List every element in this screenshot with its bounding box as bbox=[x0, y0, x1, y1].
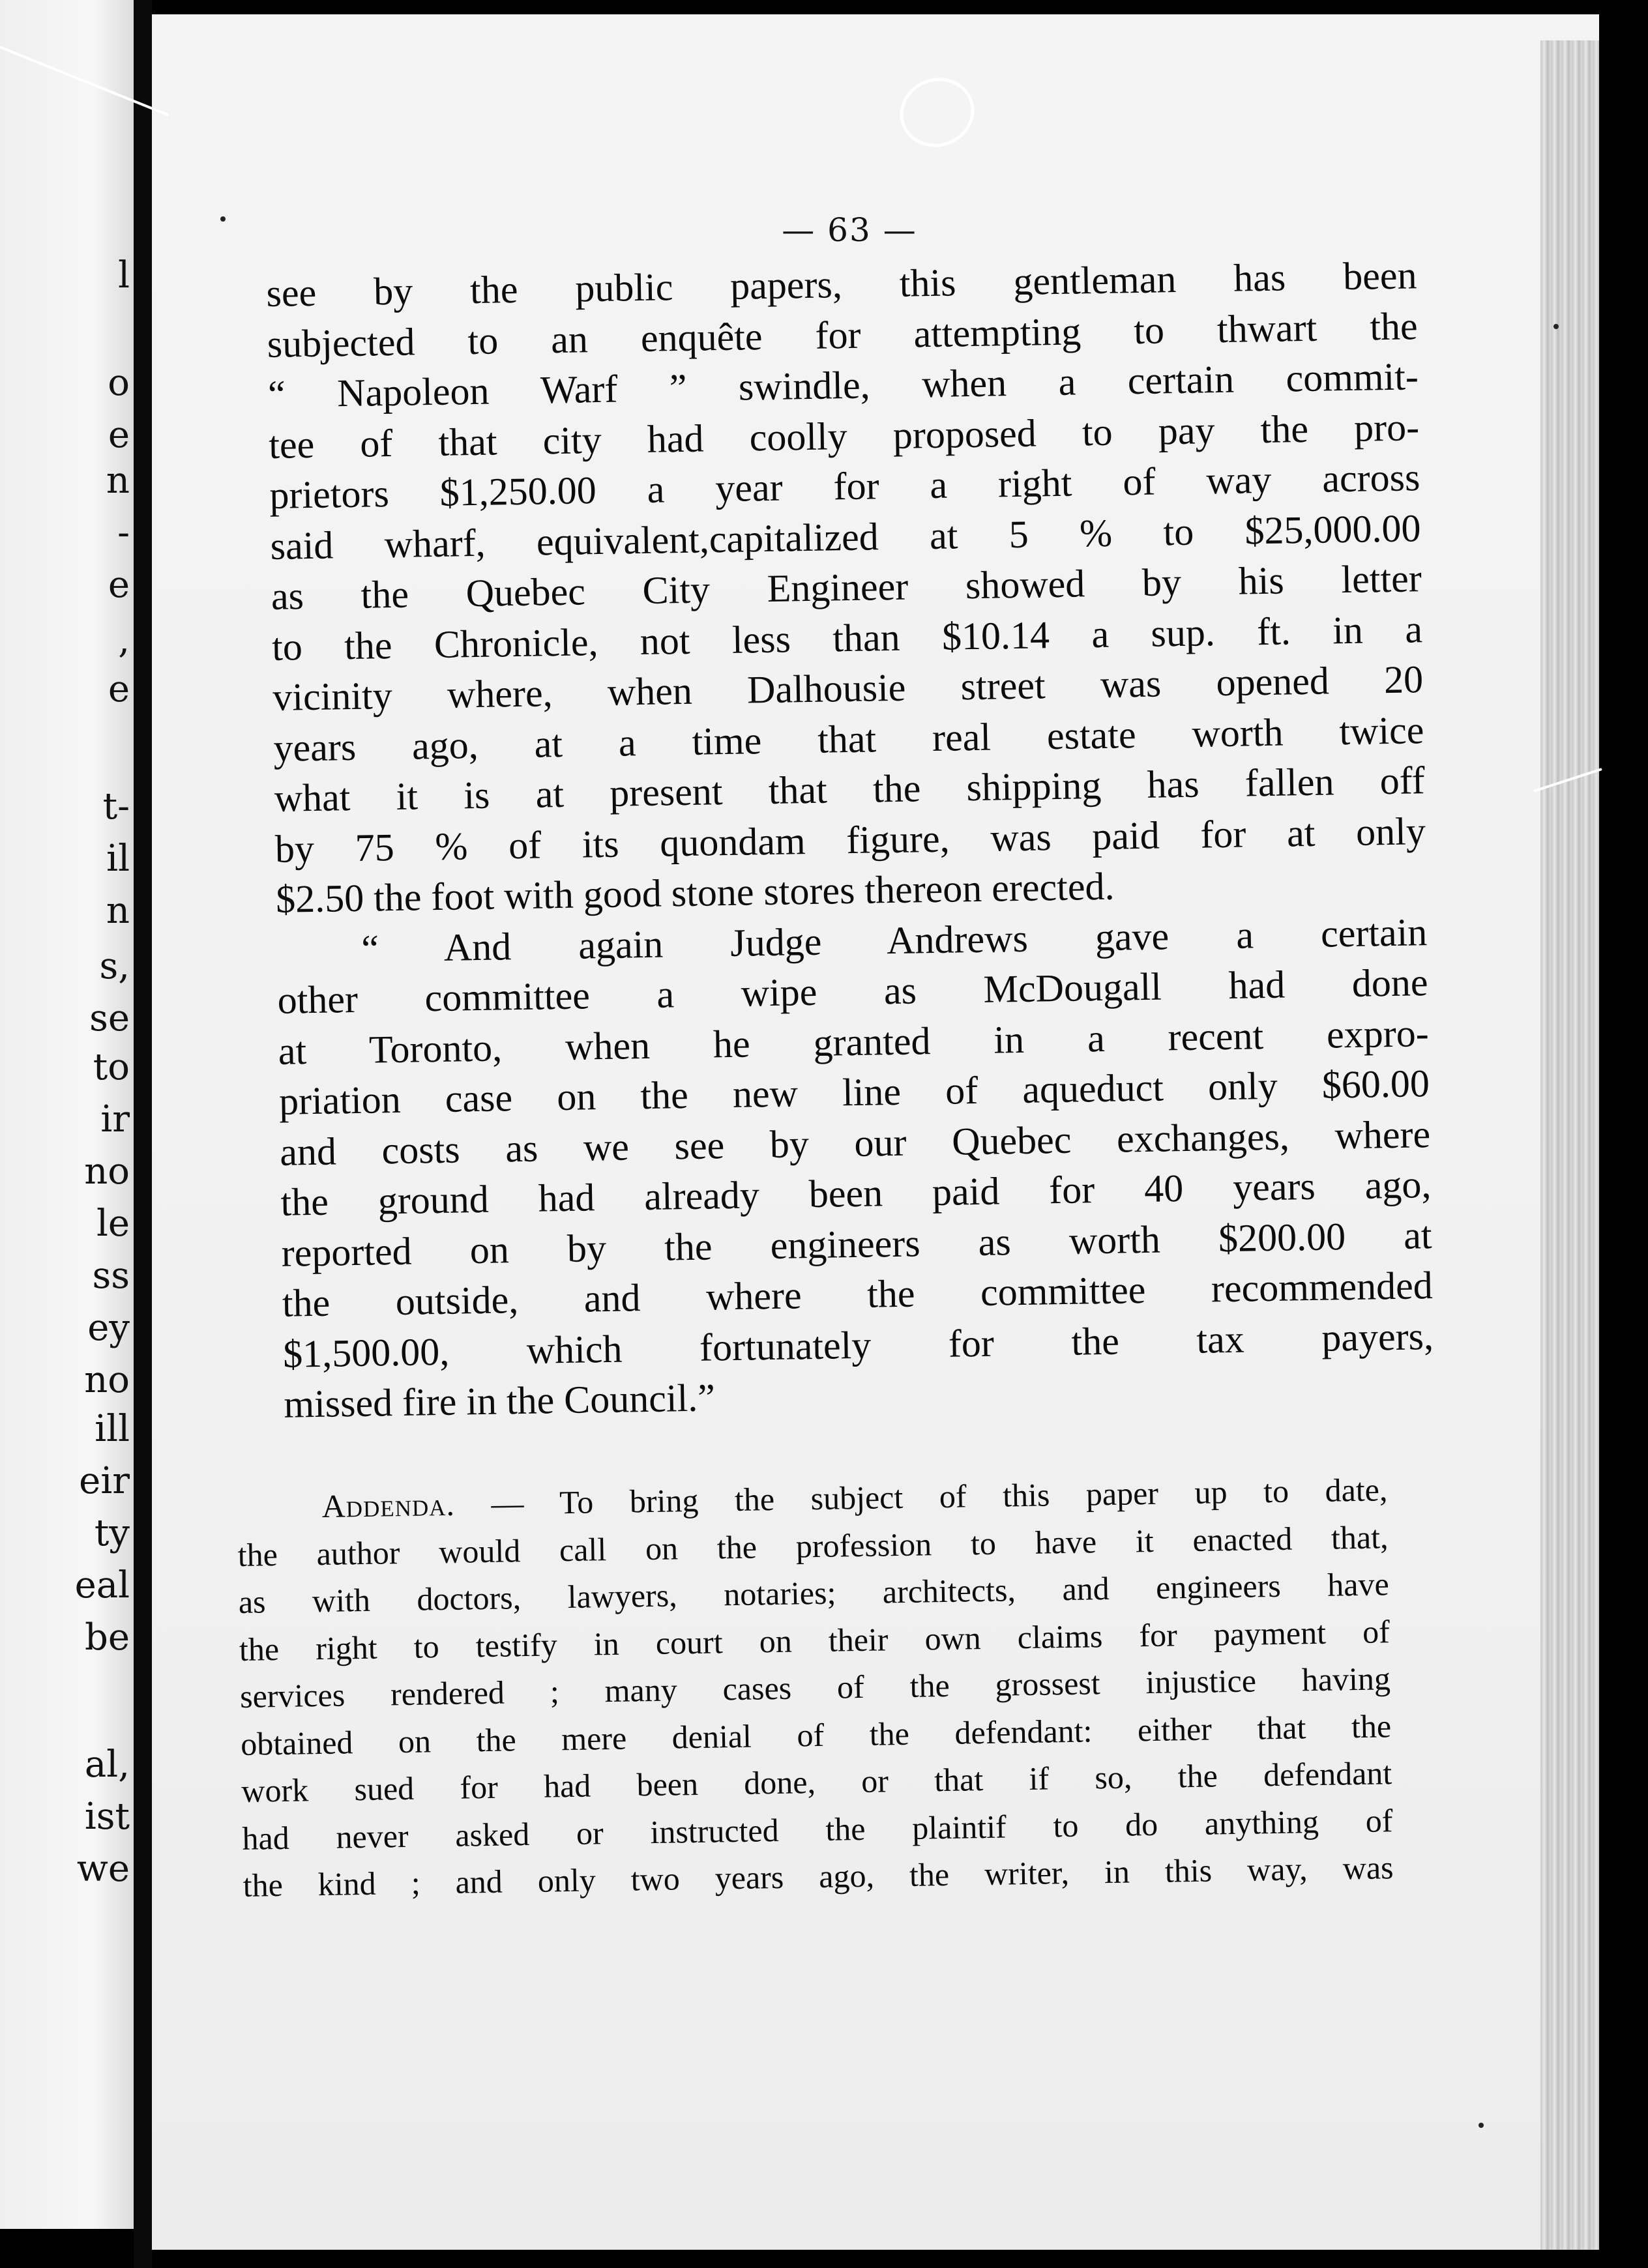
facing-page-fragment: n bbox=[106, 890, 130, 932]
facing-page-fragment: l bbox=[118, 254, 130, 297]
text-line: “ Napoleon Warf ” swindle, when a certain commit- bbox=[267, 355, 1419, 416]
addenda-heading: Addenda. bbox=[321, 1485, 456, 1524]
text-line: the kind ; and only two years ago, the writer, in this way, was bbox=[243, 1849, 1394, 1904]
facing-page-fragment: no bbox=[84, 1150, 130, 1193]
text-line: years ago, at a time that real estate worth twice bbox=[273, 708, 1424, 770]
facing-page-fragment: - bbox=[117, 512, 130, 554]
dust-speck bbox=[1553, 324, 1559, 329]
text-line: tee of that city had coolly proposed to pay the pro- bbox=[268, 405, 1420, 467]
facing-page-fragment: no bbox=[84, 1359, 130, 1401]
facing-page-fragment: ist bbox=[84, 1796, 130, 1838]
addenda-paragraph bbox=[237, 1466, 1394, 1909]
text-line: “ And again Judge Andrews gave a certain bbox=[360, 910, 1428, 970]
text-line: to the Chronicle, not less than $10.14 a sup. ft. in a bbox=[271, 607, 1423, 669]
text-line: prietors $1,250.00 a year for a right of way across bbox=[269, 456, 1420, 517]
facing-page-fragment: we bbox=[76, 1848, 130, 1890]
facing-page-fragment: , bbox=[118, 619, 130, 662]
text-line: the right to testify in court on their own claims for payment of bbox=[239, 1612, 1390, 1668]
page bbox=[152, 14, 1599, 2250]
facing-page-fragment: ty bbox=[94, 1512, 130, 1554]
text-line: said wharf, equivalent,capitalized at 5 % to $25,000.00 bbox=[270, 506, 1421, 568]
text-line: the ground had already been paid for 40 years ago, bbox=[280, 1163, 1432, 1224]
text-line: what it is at present that the shipping has fallen off bbox=[274, 759, 1426, 820]
text-line: obtained on the mere denial of the defendant: either that the bbox=[240, 1707, 1392, 1762]
text-line: by 75 % of its quondam figure, was paid for at only bbox=[274, 809, 1426, 871]
text-line: services rendered ; many cases of the grossest injustice having bbox=[239, 1660, 1391, 1715]
text-line: see by the public papers, this gentleman has been bbox=[266, 254, 1417, 315]
facing-page-fragment: e bbox=[108, 668, 130, 710]
text-line: other committee a wipe as McDougall had done bbox=[277, 961, 1428, 1022]
text-line: the outside, and where the committee recommended bbox=[282, 1264, 1434, 1325]
facing-page-fragment: n bbox=[106, 459, 130, 502]
facing-page-fragment: ss bbox=[92, 1255, 130, 1297]
facing-page-fragment: o bbox=[108, 362, 130, 404]
facing-page-fragment: s, bbox=[99, 945, 130, 987]
dust-speck bbox=[220, 216, 226, 222]
text-line: had never asked or instructed the plaintif to do anything of bbox=[242, 1801, 1393, 1857]
facing-page-fragment: be bbox=[85, 1616, 130, 1659]
facing-page-fragment: eir bbox=[79, 1460, 130, 1502]
facing-page-fragment: se bbox=[89, 997, 130, 1040]
text-line: missed fire in the Council.” bbox=[283, 1376, 716, 1426]
text-line: $2.50 the foot with good stone stores thereon erected. bbox=[275, 864, 1115, 921]
text-line: subjected to an enquête for attempting to thwart the bbox=[267, 304, 1419, 366]
facing-page-fragment: ill bbox=[95, 1408, 130, 1450]
text-line: as with doctors, lawyers, notaries; architects, and engineers have bbox=[238, 1565, 1390, 1620]
text-line: priation case on the new line of aqueduct only $60.00 bbox=[278, 1062, 1430, 1123]
page-stack-edge bbox=[1540, 40, 1599, 2250]
facing-page-fragment: ir bbox=[100, 1098, 130, 1141]
text-line: reported on by the engineers as worth $200.00 at bbox=[281, 1213, 1433, 1275]
facing-page-fragment: eal bbox=[74, 1564, 130, 1606]
text-line: work sued for had been done, or that if so, the defendant bbox=[241, 1754, 1392, 1809]
dust-speck bbox=[1479, 2123, 1484, 2128]
facing-page-edge bbox=[0, 0, 134, 2229]
page-number: — 63 — bbox=[782, 211, 917, 249]
text-line: — To bring the subject of this paper up to date, bbox=[454, 1471, 1388, 1522]
facing-page-fragment: e bbox=[108, 414, 130, 456]
book-gutter bbox=[134, 0, 152, 2268]
text-line: the author would call on the profession to have it enacted that, bbox=[237, 1518, 1389, 1573]
text-line: at Toronto, when he granted in a recent expro- bbox=[278, 1011, 1430, 1073]
facing-page-fragment: le bbox=[96, 1202, 130, 1245]
text-line: vicinity where, when Dalhousie street was opened 20 bbox=[272, 658, 1424, 719]
facing-page-fragment: e bbox=[108, 564, 130, 606]
facing-page-fragment: to bbox=[93, 1046, 130, 1088]
text-line: as the Quebec City Engineer showed by his letter bbox=[271, 557, 1422, 618]
facing-page-fragment: ey bbox=[87, 1307, 130, 1349]
facing-page-fragment: il bbox=[106, 837, 130, 880]
facing-page-fragment: t- bbox=[102, 785, 130, 828]
facing-page-fragment: al, bbox=[84, 1743, 130, 1786]
text-line: and costs as we see by our Quebec exchanges, where bbox=[279, 1112, 1431, 1174]
main-text bbox=[266, 250, 1435, 1430]
text-line: $1,500.00, which fortunately for the tax payers, bbox=[282, 1314, 1434, 1376]
